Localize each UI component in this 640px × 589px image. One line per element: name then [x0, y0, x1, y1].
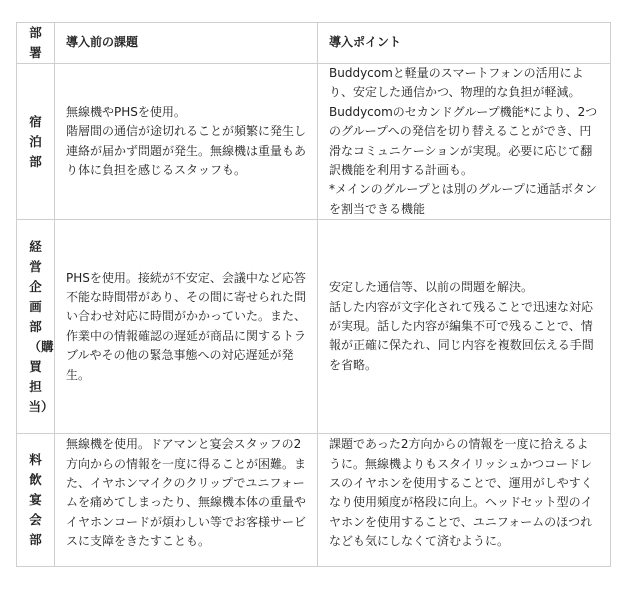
table-row: [17, 434, 611, 567]
before-cell: 無線機を使用。ドアマンと宴会スタッフの2方向からの情報を一度に得ることが困難。また、イヤホンマイクのクリップでユニフォームを痛めてしまったり、無線機本体の重量やイヤホンコードが煩わしい等でお客様サービスに支障をきたすことも。: [55, 434, 318, 567]
table-row: [17, 64, 611, 220]
table-row: [17, 220, 611, 434]
header-dept: 部署: [17, 23, 55, 64]
header-points: 導入ポイント: [318, 23, 611, 64]
dept-cell: 経営企画部（購買担当）: [17, 220, 55, 434]
dept-cell: 宿泊部: [17, 64, 55, 220]
introduction-table: [16, 22, 611, 567]
header-before: 導入前の課題: [55, 23, 318, 64]
points-cell: 安定した通信等、以前の問題を解決。 話した内容が文字化されて残ることで迅速な対応が実現。話した内容が編集不可で残ることで、情報が正確に保たれ、同じ内容を複数回伝える手間を省略。: [318, 220, 611, 434]
before-cell: 無線機やPHSを使用。 階層間の通信が途切れることが頻繁に発生し連絡が届かず問題が発生。無線機は重量もあり体に負担を感じるスタッフも。: [55, 64, 318, 220]
points-cell: Buddycomと軽量のスマートフォンの活用により、安定した通信かつ、物理的な負担が軽減。Buddycomのセカンドグループ機能*により、2つのグループへの発信を切り替えることができ、円滑なコミュニケーションが実現。必要に応じて翻訳機能を利用する計画も。 *メインのグループとは別のグループに通話ボタンを割当できる機能: [318, 64, 611, 220]
dept-cell: 料飲宴会部: [17, 434, 55, 567]
table-header-row: [17, 23, 611, 64]
points-cell: 課題であった2方向からの情報を一度に拾えるように。無線機よりもスタイリッシュかつコードレスのイヤホンを使用することで、運用がしやすくなり使用頻度が格段に向上。ヘッドセット型のイヤホンを使用することで、ユニフォームのほつれなども気にしなくて済むように。: [318, 434, 611, 567]
before-cell: PHSを使用。接続が不安定、会議中など応答不能な時間帯があり、その間に寄せられた問い合わせ対応に時間がかかっていた。また、作業中の情報確認の遅延が商品に関するトラブルやその他の緊急事態への対応遅延が発生。: [55, 220, 318, 434]
